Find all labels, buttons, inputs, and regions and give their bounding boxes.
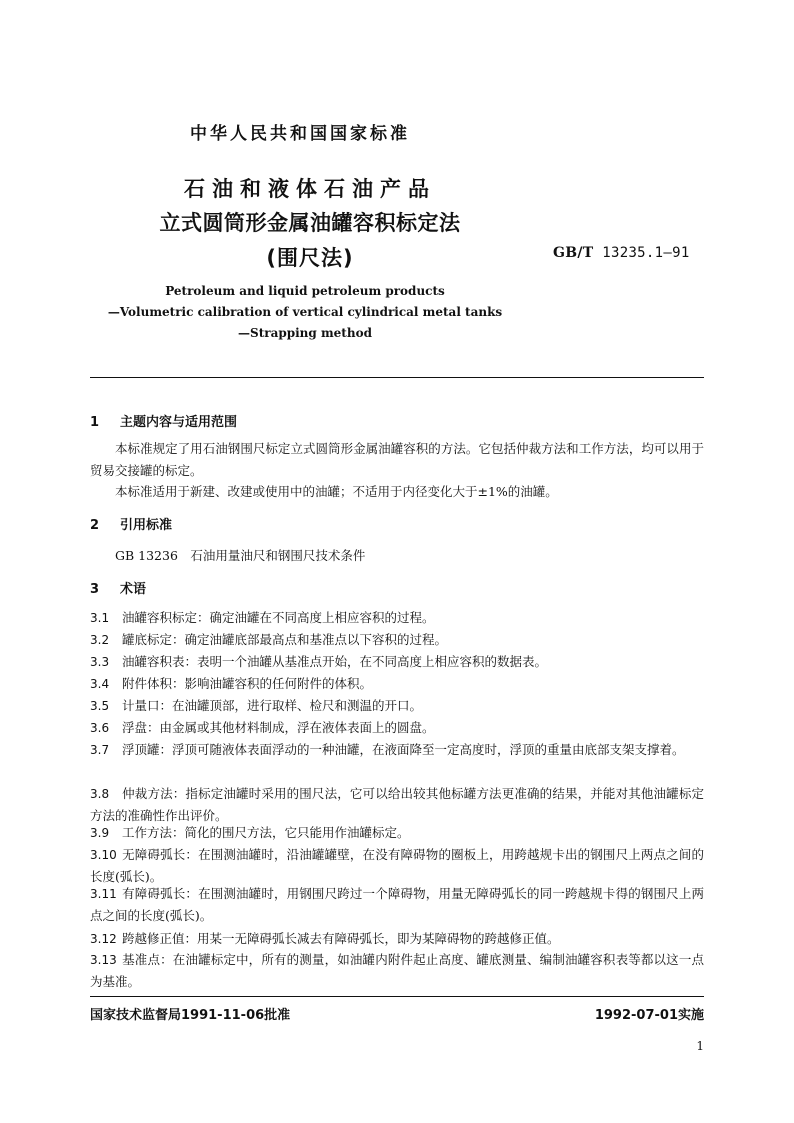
term-text: 无障碍弧长：在围测油罐时，沿油罐罐壁，在没有障碍物的圈板上，用跨越规卡出的钢围尺上两点之间的长度(弧长)。 (90, 847, 704, 884)
approval-date: 国家技术监督局1991-11-06批准 (90, 1008, 291, 1023)
section-3-heading (90, 578, 146, 597)
term-number: 3.3 (90, 655, 110, 669)
term-number: 3.10 (90, 848, 117, 862)
term-text: 附件体积：影响油罐容积的任何附件的体积。 (122, 676, 373, 691)
section-3-title: 术语 (120, 582, 147, 597)
term-item (90, 822, 704, 844)
term-text: 工作方法：简化的围尺方法，它只能用作油罐标定。 (122, 825, 410, 840)
section-2-title: 引用标准 (120, 518, 173, 533)
section-2-heading (90, 514, 172, 533)
footer-divider (90, 996, 704, 997)
term-number: 3.1 (90, 611, 110, 625)
document-title-line-1: 石油和液体石油产品 (184, 177, 436, 201)
term-number: 3.6 (90, 721, 110, 735)
term-item (90, 717, 704, 739)
standard-code (553, 245, 690, 261)
term-item (90, 928, 704, 950)
term-text: 仲裁方法：指标定油罐时采用的围尺法，它可以给出较其他标罐方法更准确的结果，并能对其他油罐标定方法的准确性作出评价。 (90, 786, 704, 823)
term-text: 罐底标定：确定油罐底部最高点和基准点以下容积的过程。 (122, 632, 448, 647)
page-number: 1 (696, 1039, 704, 1053)
english-title-line-1: Petroleum and liquid petroleum products (165, 284, 445, 298)
term-item (90, 607, 704, 629)
term-number: 3.4 (90, 677, 110, 691)
section-1-title: 主题内容与适用范围 (120, 415, 238, 430)
term-item (90, 673, 704, 695)
term-text: 有障碍弧长：在围测油罐时，用钢围尺跨过一个障碍物，用量无障碍弧长的同一跨越规卡得的钢围尺上两点之间的长度(弧长)。 (90, 886, 704, 923)
section-1-paragraph-1: 本标准规定了用石油钢围尺标定立式圆筒形金属油罐容积的方法。它包括仲裁方法和工作方法，均可以用于贸易交接罐的标定。 (90, 441, 704, 478)
reference-standard: GB 13236 石油用量油尺和钢围尺技术条件 (115, 548, 366, 563)
term-text: 油罐容积标定：确定油罐在不同高度上相应容积的过程。 (122, 610, 435, 625)
term-item (90, 844, 704, 888)
term-text: 跨越修正值：用某一无障碍弧长减去有障碍弧长，即为某障碍物的跨越修正值。 (122, 931, 560, 946)
term-number: 3.9 (90, 826, 110, 840)
term-number: 3.11 (90, 887, 117, 901)
term-item (90, 883, 704, 927)
term-item (90, 695, 704, 717)
term-item (90, 629, 704, 651)
national-standard-heading: 中华人民共和国国家标准 (190, 124, 410, 144)
term-number: 3.13 (90, 953, 117, 967)
term-text: 浮顶罐：浮顶可随液体表面浮动的一种油罐，在液面降至一定高度时，浮顶的重量由底部支架支撑着。 (122, 742, 685, 757)
standard-code-number: 13235.1—91 (602, 245, 690, 261)
section-1-paragraph-2: 本标准适用于新建、改建或使用中的油罐；不适用于内径变化大于±1%的油罐。 (115, 484, 558, 499)
document-title-line-3: (围尺法) (266, 246, 354, 270)
term-number: 3.5 (90, 699, 110, 713)
term-text: 浮盘：由金属或其他材料制成，浮在液体表面上的圆盘。 (122, 720, 435, 735)
english-title-line-2: —Volumetric calibration of vertical cylindrical metal tanks (107, 305, 503, 319)
term-text: 油罐容积表：表明一个油罐从基准点开始，在不同高度上相应容积的数据表。 (122, 654, 548, 669)
section-3-number: 3 (90, 582, 100, 597)
standard-code-prefix: GB/T (553, 245, 594, 261)
term-number: 3.12 (90, 932, 117, 946)
section-2-number: 2 (90, 518, 100, 533)
document-title-line-2: 立式圆筒形金属油罐容积标定法 (159, 211, 461, 235)
term-item (90, 949, 704, 993)
implementation-date: 1992-07-01实施 (594, 1008, 704, 1023)
term-text: 基准点：在油罐标定中，所有的测量，如油罐内附件起止高度、罐底测量、编制油罐容积表等都以这一点为基准。 (90, 952, 704, 989)
term-number: 3.8 (90, 787, 110, 801)
english-title-line-3: —Strapping method (238, 326, 372, 340)
header-divider (90, 377, 704, 378)
term-text: 计量口：在油罐顶部，进行取样、检尺和测温的开口。 (122, 698, 423, 713)
term-number: 3.2 (90, 633, 110, 647)
section-1-number: 1 (90, 415, 100, 430)
term-number: 3.7 (90, 743, 110, 757)
term-item (90, 783, 704, 827)
section-1-heading (90, 411, 237, 430)
term-item (90, 739, 704, 761)
term-item (90, 651, 704, 673)
